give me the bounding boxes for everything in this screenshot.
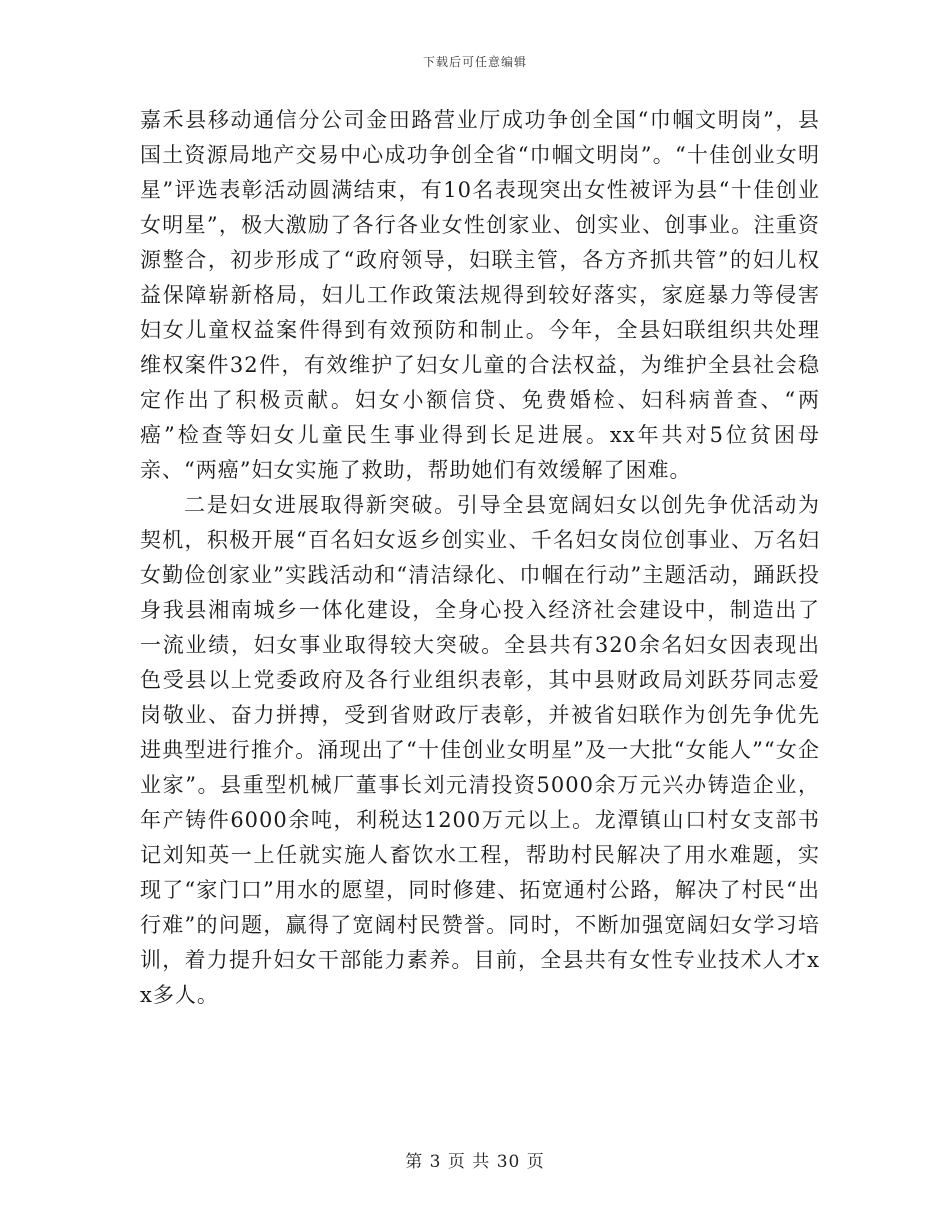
page-header: 下载后可任意编辑: [422, 55, 527, 69]
page-footer: 第 3 页 共 30 页: [405, 1152, 545, 1172]
paragraph-women-development: 二是妇女进展取得新突破。引导全县宽阔妇女以创先争优活动为契机，积极开展“百名妇女返乡创实业、千名妇女岗位创事业、万名妇女勤俭创家业”实践活动和“清洁绿化、巾帼在行动”主题活动，踊跃投身我县湘南城乡一体化建设，全身心投入经济社会建设中，制造出了一流业绩，妇女事业取得较大突破。全县共有320余名妇女因表现出色受县以上党委政府及各行业组织表彰，其中县财政局刘跃芬同志爱岗敬业、奋力拼搏，受到省财政厅表彰，并被省妇联作为创先争优先进典型进行推介。涌现出了“十佳创业女明星”及一大批“女能人”“女企业家”。县重型机械厂董事长刘元清投资5000余万元兴办铸造企业，年产铸件6000余吨，利税达1200万元以上。龙潭镇山口村女支部书记刘知英一上任就实施人畜饮水工程，帮助村民解决了用水难题，实现了“家门口”用水的愿望，同时修建、拓宽通村公路，解决了村民“出行难”的问题，赢得了宽阔村民赞誉。同时，不断加强宽阔妇女学习培训，着力提升妇女干部能力素养。目前，全县共有女性专业技术人才xx多人。: [140, 493, 820, 1007]
paragraph-continuation: 嘉禾县移动通信分公司金田路营业厅成功争创全国“巾帼文明岗”，县国土资源局地产交易中心成功争创全省“巾帼文明岗”。“十佳创业女明星”评选表彰活动圆满结束，有10名表现突出女性被评为县“十佳创业女明星”，极大激励了各行各业女性创家业、创实业、创事业。注重资源整合，初步形成了“政府领导，妇联主管，各方齐抓共管”的妇儿权益保障崭新格局，妇儿工作政策法规得到较好落实，家庭暴力等侵害妇女儿童权益案件得到有效预防和制止。今年，全县妇联组织共处理维权案件32件，有效维护了妇女儿童的合法权益，为维护全县社会稳定作出了积极贡献。妇女小额信贷、免费婚检、妇科病普查、“两癌”检查等妇女儿童民生事业得到长足进展。xx年共对5位贫困母亲、“两癌”妇女实施了救助，帮助她们有效缓解了困难。: [140, 108, 820, 482]
document-body: [140, 103, 820, 1013]
